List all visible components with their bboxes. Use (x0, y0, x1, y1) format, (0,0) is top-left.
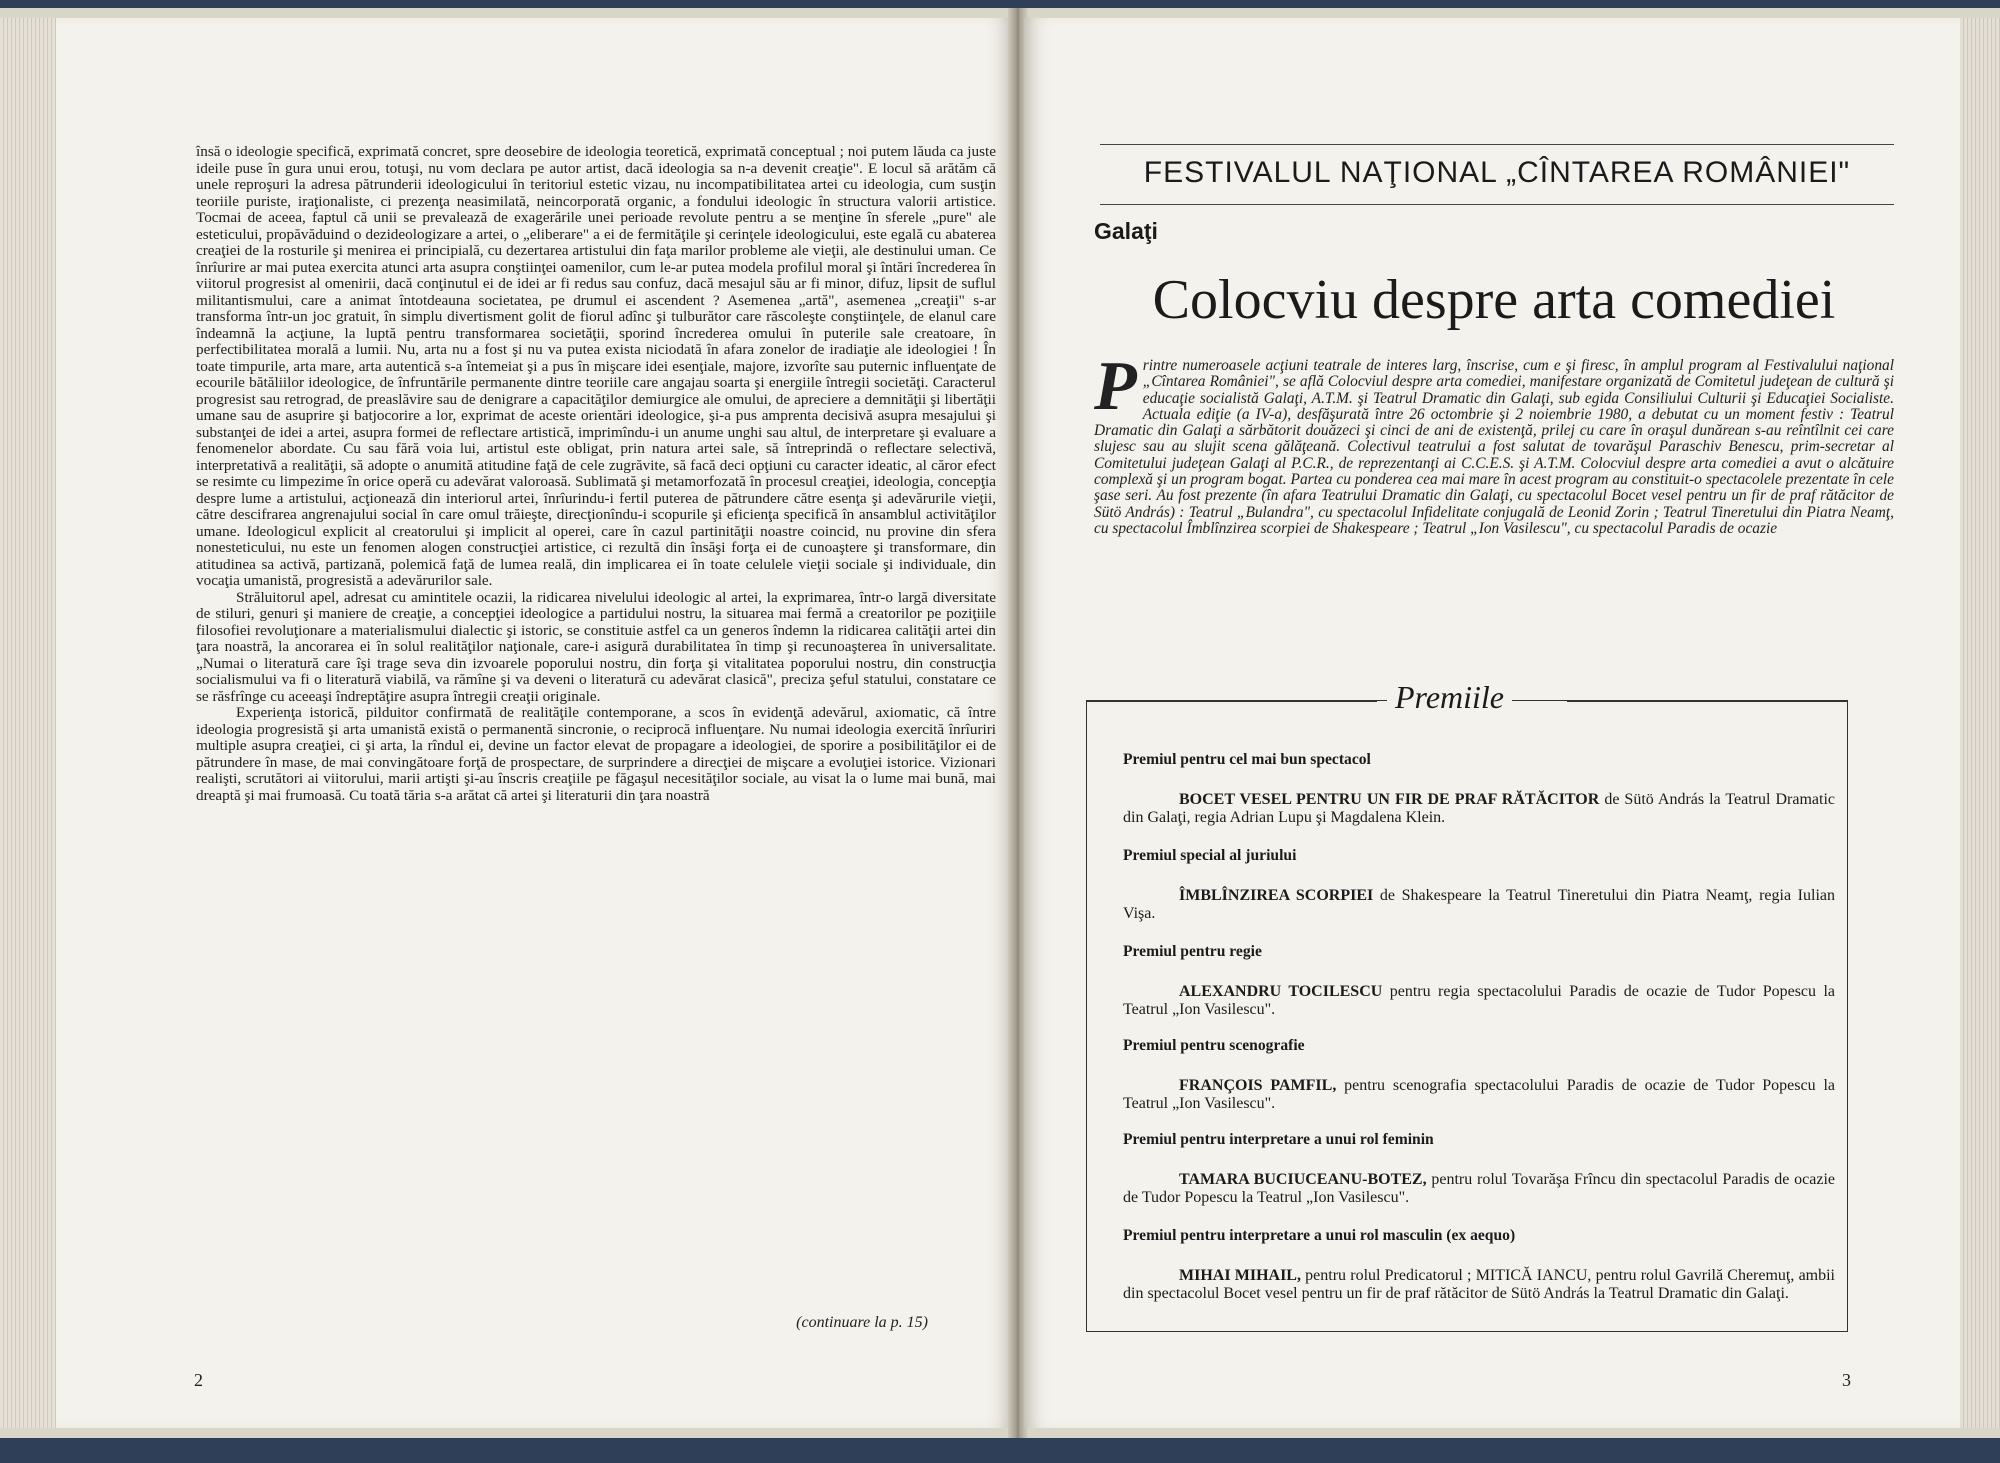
header-rule-top (1100, 144, 1894, 145)
award-description (1123, 1077, 1835, 1113)
award-category: Premiul pentru interpretare a unui rol feminin (1123, 1131, 1434, 1148)
award-detail: pentru rolul Predicatorul ; MITICĂ IANCU, pentru rolul Gavrilă Cheremuţ, ambii din spectacolul Bocet vesel pentru un fir de praf rătăcitor de Sütö András la Teatrul Dramatic din Galaţi. (1123, 1267, 1836, 1302)
article-intro (1094, 348, 1894, 537)
award-description (1123, 1267, 1835, 1303)
paragraph: Experienţa istorică, pilduitor confirmată de realităţile contemporane, a scos în evidenţă adevărul, axiomatic, că între ideologia progresistă şi arta umanistă există o permanentă sincronie, o reciprocă influenţare. Nu numai ideologia exercită înrîuriri multiple asupra creaţiei, ci şi arta, la rîndul ei, devine un factor elevat de propagare a ideologiei, de sporire a posibilităţilor ei de pătrundere în mase, de mai convingătoare forţă de prospectare, de surprindere a direcţiei de mişcare a evoluţiei istorice. Vizionari realişti, scrutători ai viitorului, marii artişti şi-au înscris creaţiile pe făgaşul necesităţilor sociale, au visat la o lume mai bună, mai dreaptă şi mai frumoasă. Cu toată tăria s-a arătat că artei şi literaturii din ţara noastră (196, 704, 996, 804)
award-name: ALEXANDRU TOCILESCU (1179, 983, 1383, 1000)
award-category: Premiul pentru scenografie (1123, 1037, 1305, 1054)
article-headline: Colocviu despre arta comediei (1152, 269, 1836, 331)
award-description (1123, 791, 1835, 827)
magazine-spread (0, 8, 2000, 1438)
award-detail: de Shakespeare la Teatrul Tineretului din Piatra Neamţ, regia Iulian Vişa. (1123, 887, 1835, 922)
intro-text: rintre numeroasele acţiuni teatrale de interes larg, înscrise, cum e şi firesc, în amplul program al Festivalului naţional „Cîntarea României", se află Colocviul despre arta comediei, manifestare organizată de Comitetul judeţean de cultură şi educaţie socialistă Galaţi, A.T.M. şi Teatrul Dramatic din Galaţi, sub egida Consiliului Culturii şi Educaţiei Socialiste. Actuala ediţie (a IV-a), desfăşurată între 26 octombrie şi 2 noiembrie 1980, a debutat cu un moment festiv : Teatrul Dramatic din Galaţi a sărbătorit douăzeci şi cinci de ani de existenţă, prilej cu care în oraşul dunărean s-au reîntîlnit cei care slujesc sau au slujit scena gălăţeană. Colectivul teatrului a fost salutat de tovarăşul Paraschiv Benescu, prim-secretar al Comitetului judeţean Galaţi al P.C.R., de reprezentanţi ai C.C.E.S. şi A.T.M. Colocviul despre arta comediei a avut o alcătuire complexă şi un program bogat. Partea cu ponderea cea mai mare în acest program au constituit-o spectacolele prezentate în cele şase seri. Au fost prezente (în afara Teatrului Dramatic din Galaţi, cu spectacolul Bocet vesel pentru un fir de praf rătăcitor de Sütö András) : Teatrul „Bulandra", cu spectacolul Infidelitate conjugală de Leonid Zorin ; Teatrul Tineretului din Piatra Neamţ, cu spectacolul Îmblînzirea scorpiei de Shakespeare ; Teatrul „Ion Vasilescu", cu spectacolul Paradis de ocazie (1094, 357, 1894, 537)
awards-box (1086, 679, 1848, 1332)
award-name: ÎMBLÎNZIREA SCORPIEI (1179, 887, 1374, 904)
festival-title: FESTIVALUL NAŢIONAL „CÎNTAREA ROMÂNIEI" (1143, 156, 1851, 189)
page-edges-left (0, 18, 56, 1428)
awards-title-rule-right (1567, 701, 1847, 702)
award-description (1123, 983, 1835, 1019)
award-category: Premiul pentru cel mai bun spectacol (1123, 751, 1371, 768)
award-name: FRANÇOIS PAMFIL, (1179, 1077, 1337, 1094)
right-page (1024, 18, 1960, 1428)
award-name: MIHAI MIHAIL, (1179, 1267, 1301, 1284)
award-description (1123, 1171, 1835, 1207)
award-detail: pentru scenografia spectacolului Paradis de ocazie de Tudor Popescu la Teatrul „Ion Vasilescu". (1123, 1077, 1835, 1112)
award-detail: pentru regia spectacolului Paradis de ocazie de Tudor Popescu la Teatrul „Ion Vasilescu". (1123, 983, 1835, 1018)
left-page (56, 18, 1012, 1428)
award-name: BOCET VESEL PENTRU UN FIR DE PRAF RĂTĂCITOR (1179, 791, 1600, 808)
awards-title: Premiile (1387, 679, 1512, 716)
award-category: Premiul special al juriului (1123, 847, 1297, 864)
drop-cap: P (1094, 348, 1137, 425)
award-detail: de Sütö András la Teatrul Dramatic din Galaţi, regia Adrian Lupu şi Magdalena Klein. (1123, 791, 1835, 826)
page-edges-right (1960, 18, 2000, 1428)
article-body (196, 144, 996, 804)
award-detail: pentru rolul Tovarăşa Frîncu din spectacolul Paradis de ocazie de Tudor Popescu la Teatrul „Ion Vasilescu". (1123, 1171, 1836, 1206)
continuation-note: (continuare la p. 15) (796, 1314, 928, 1331)
section-city: Galaţi (1094, 218, 1158, 244)
award-name: TAMARA BUCIUCEANU-BOTEZ, (1179, 1171, 1427, 1188)
page-number: 3 (1842, 1370, 1851, 1390)
award-description (1123, 887, 1835, 923)
page-number: 2 (194, 1370, 203, 1390)
award-category: Premiul pentru interpretare a unui rol masculin (ex aequo) (1123, 1227, 1516, 1244)
awards-title-rule-left (1087, 701, 1377, 702)
award-category: Premiul pentru regie (1123, 943, 1262, 960)
paragraph: însă o ideologie specifică, exprimată concret, spre deosebire de ideologia teoretică, exprimată conceptual ; noi putem lăuda ca juste ideile puse în gura unui erou, totuşi, nu vom declara pe autor artist, dacă ideologia sa n-a devenit creaţie". E locul să arătăm că unele reproşuri la adresa pătrunderii ideologicului în teritoriul estetic vizau, nu incompatibilitatea artei cu ideologia, cum susţin teoriile puriste, iraţionaliste, ci prezenţa neasimilată, neincorporată organic, a fondului ideologic în structura valorii artistice. Tocmai de aceea, faptul că unii se prevalează de exagerările unei perioade revolute pentru a se menţine în sferele „pure" ale esteticului, propăvăduind o dezideologizare a artei, o „eliberare" a ei de fermităţile şi cerinţele ideologicului, este egală cu abaterea creaţiei de la rosturile şi menirea ei principială, cu dezertarea artistului din faţa marilor probleme ale vieţii, ale destinului uman. Ce înrîurire ar mai putea exercita atunci arta asupra conştiinţei oamenilor, cum le-ar putea modela profilul moral şi întări încrederea în viitorul progresist al omenirii, dacă conţinutul ei de idei ar fi redus sau confuz, dacă mesajul său ar fi minor, difuz, lipsit de suflul militantismului, care a animat întotdeauna societatea, pe drumul ei ascendent ? Asemenea „artă", asemenea „creaţii" s-ar transforma într-un joc gratuit, în simplu divertisment golit de fiorul adînc şi tulburător care răscoleşte conştiinţele, de elanul care îndeamnă la acţiune, la luptă pentru transformarea societăţii, sporind încrederea omului în puterile sale creatoare, în perfectibilitatea morală a lumii. Nu, arta nu a fost şi nu va putea exista niciodată în afara zonelor de iradiaţie ale ideologiei ! În toate timpurile, arta mare, arta autentică s-a întemeiat şi a pus în mişcare idei esenţiale, majore, izvorîte sau puternic influenţate de ecourile bătăliilor ideologice, de înfruntările permanente dintre teoriile care angajau soarta şi energiile întregii societăţi. Caracterul progresist sau retrograd, de preaslăvire sau de denigrare a capacităţilor demiurgice ale omului, de apreciere a demnităţii şi libertăţii umane sau de asuprire şi batjocorire a lor, exprimat de aceste orientări ideologice, şi-a pus amprenta decisivă asupra mesajului şi substanţei de idei a artei, asupra formei de reflectare artistică, imprimîndu-i un anume unghi sau altul, de interpretare şi evaluare a fenomenelor abordate. Cu sau fără voia lui, artistul este obligat, prin natura artei sale, să întreprindă o reflectare selectivă, interpretativă a realităţii, să adopte o anumită atitudine faţă de cele zugrăvite, să facă deci opţiuni cu caracter ideatic, al căror efect se resimte cu limpezime în orice operă cu adevărat valoroasă. Sublimată şi metamorfozată în procesul creaţiei, ideologia, concepţia despre lume a artistului, acţionează din interiorul artei, înrîurindu-i fertil puterea de pătrundere către esenţa şi adevărurile vieţii, către descifrarea angrenajului social în care omul trăieşte, direcţionîndu-i scopurile şi eficienţa specifică în ansamblul activităţilor umane. Ideologicul explicit al creatorului şi implicit al operei, care în cazul partinităţii noastre coincid, nu provine din sfera nonesteticului, nu este un fenomen alogen construcţiei artistice, ci rezultă din însăşi forţa ei de cunoaştere şi transformare, din atitudinea sa activă, partizană, polemică faţă de lumea reală, din implicarea ei în toate celulele vieţii sociale şi individuale, din vocaţia umanistă, progresistă a adevărurilor sale. (196, 143, 996, 589)
paragraph: Străluitorul apel, adresat cu amintitele ocazii, la ridicarea nivelului ideologic al artei, la exprimarea, într-o largă diversitate de stiluri, genuri şi maniere de creaţie, a concepţiei ideologice a partidului nostru, la situarea mai fermă a creatorilor pe poziţiile filosofiei revoluţionare a materialismului dialectic şi istoric, se constituie astfel ca un generos îndemn la ridicarea calităţii artei din ţara noastră, la ancorarea ei în solul realităţilor naţionale, care-i asigură durabilitatea în timp şi recunoaşterea în universalitate. „Numai o literatură care îşi trage seva din izvoarele poporului nostru, din forţa şi vitalitatea poporului nostru, din construcţia socialismului va fi o literatură viabilă, va rămîne şi va deveni o literatură cu adevărat clasică", preciza şeful statului, constatare ce se răsfrînge cu aceeaşi îndreptăţire asupra întregii creaţii originale. (196, 588, 996, 705)
header-rule-bottom (1100, 204, 1894, 205)
